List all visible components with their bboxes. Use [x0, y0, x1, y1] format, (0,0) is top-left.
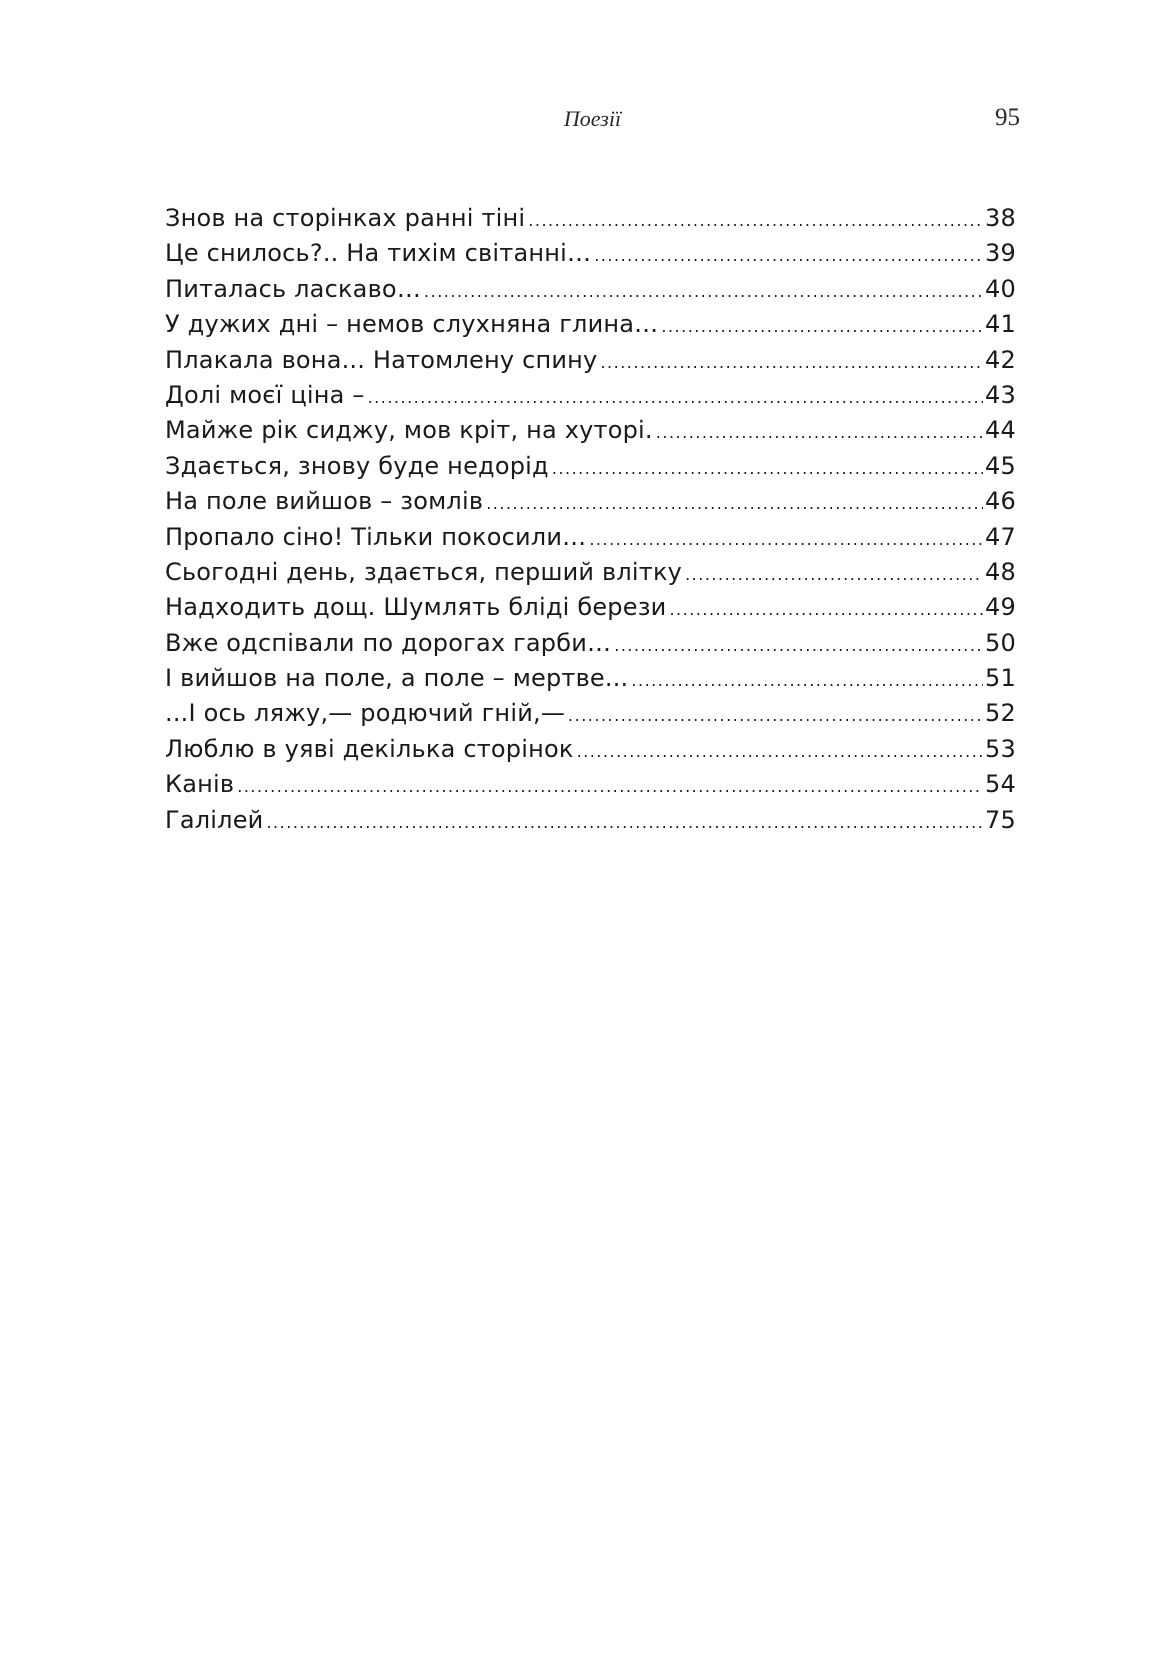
toc-entry-title: Майже рік сиджу, мов кріт, на хуторі. [165, 416, 653, 445]
toc-entry-page: 51 [985, 664, 1016, 693]
toc-entry-title: Питалась ласкаво… [165, 274, 422, 303]
dot-leader [685, 565, 983, 584]
toc-entry[interactable] [165, 523, 1016, 558]
toc-entry[interactable] [165, 770, 1016, 805]
dot-leader [568, 706, 983, 725]
toc-entry[interactable] [165, 310, 1016, 345]
running-title: Поезії [563, 106, 622, 131]
toc-entry-title: Долі моєї ціна – [165, 380, 365, 409]
toc-entry-page: 41 [985, 310, 1016, 339]
toc-entry[interactable] [165, 346, 1016, 381]
dot-leader [661, 317, 983, 336]
dot-leader [600, 353, 983, 372]
toc-entry-page: 39 [985, 239, 1016, 268]
running-head [165, 106, 1020, 138]
toc-entry[interactable] [165, 204, 1016, 239]
toc-entry-page: 40 [985, 274, 1016, 303]
toc-entry-title: Знов на сторінках ранні тіні [165, 204, 526, 232]
toc-entry-page: 48 [985, 557, 1016, 586]
dot-leader [594, 246, 983, 265]
toc-entry[interactable] [165, 452, 1016, 487]
toc-entry[interactable] [165, 593, 1016, 628]
toc-entry-title: Люблю в уяві декілька сторінок [165, 734, 574, 763]
toc-entry-page: 75 [985, 805, 1016, 834]
dot-leader [552, 459, 983, 478]
toc-entry-title: Плакала вона... Натомлену спину [165, 345, 598, 374]
toc-entry-title: Надходить дощ. Шумлять бліді берези [165, 593, 667, 622]
toc-entry-page: 50 [985, 628, 1016, 657]
toc-entry-page: 44 [985, 416, 1016, 445]
toc-entry[interactable] [165, 664, 1016, 699]
dot-leader [589, 530, 983, 549]
dot-leader [528, 211, 983, 230]
toc-entry[interactable] [165, 487, 1016, 522]
toc-entry[interactable] [165, 239, 1016, 274]
toc-entry-title: Канів [165, 770, 235, 799]
toc-entry[interactable] [165, 416, 1016, 451]
toc-entry-page: 53 [985, 734, 1016, 763]
toc-entry-page: 46 [985, 487, 1016, 516]
toc-entry-title: ...І ось ляжу,— родючий гній,— [165, 699, 566, 728]
dot-leader [424, 282, 983, 301]
toc-entry-title: Пропало сіно! Тільки покосили… [165, 522, 587, 551]
toc-entry[interactable] [165, 806, 1016, 841]
toc-entry-title: І вийшов на поле, а поле – мертве... [165, 664, 629, 693]
toc-entry-title: Здається, знову буде недорід [165, 451, 549, 480]
dot-leader [486, 494, 983, 513]
toc-entry-title: У дужих дні – немов слухняна глина… [165, 310, 659, 339]
toc-entry[interactable] [165, 558, 1016, 593]
dot-leader [656, 423, 983, 442]
toc-entry-title: Галілей [165, 805, 264, 834]
toc-entry[interactable] [165, 735, 1016, 770]
toc-entry-title: Вже одспівали по дорогах гарби… [165, 628, 612, 657]
toc-entry-page: 49 [985, 593, 1016, 622]
dot-leader [368, 388, 983, 407]
toc-entry-page: 38 [985, 204, 1016, 232]
toc-entry-page: 52 [985, 699, 1016, 728]
toc-entry[interactable] [165, 381, 1016, 416]
dot-leader [631, 671, 983, 690]
toc-entry-page: 47 [985, 522, 1016, 551]
toc-entry-page: 43 [985, 380, 1016, 409]
toc-entry[interactable] [165, 275, 1016, 310]
dot-leader [614, 636, 983, 655]
dot-leader [577, 742, 983, 761]
table-of-contents [165, 204, 1016, 841]
toc-entry-page: 45 [985, 451, 1016, 480]
toc-entry-title: Сьогодні день, здається, перший влітку [165, 557, 683, 586]
toc-entry-page: 54 [985, 770, 1016, 799]
toc-entry[interactable] [165, 629, 1016, 664]
page-number: 95 [995, 104, 1020, 131]
toc-entry-page: 42 [985, 345, 1016, 374]
dot-leader [266, 813, 983, 832]
dot-leader [237, 777, 983, 796]
toc-entry[interactable] [165, 699, 1016, 734]
toc-entry-title: Це снилось?.. На тихім світанні… [165, 239, 592, 268]
toc-entry-title: На поле вийшов – зомлів [165, 487, 484, 516]
dot-leader [669, 600, 983, 619]
